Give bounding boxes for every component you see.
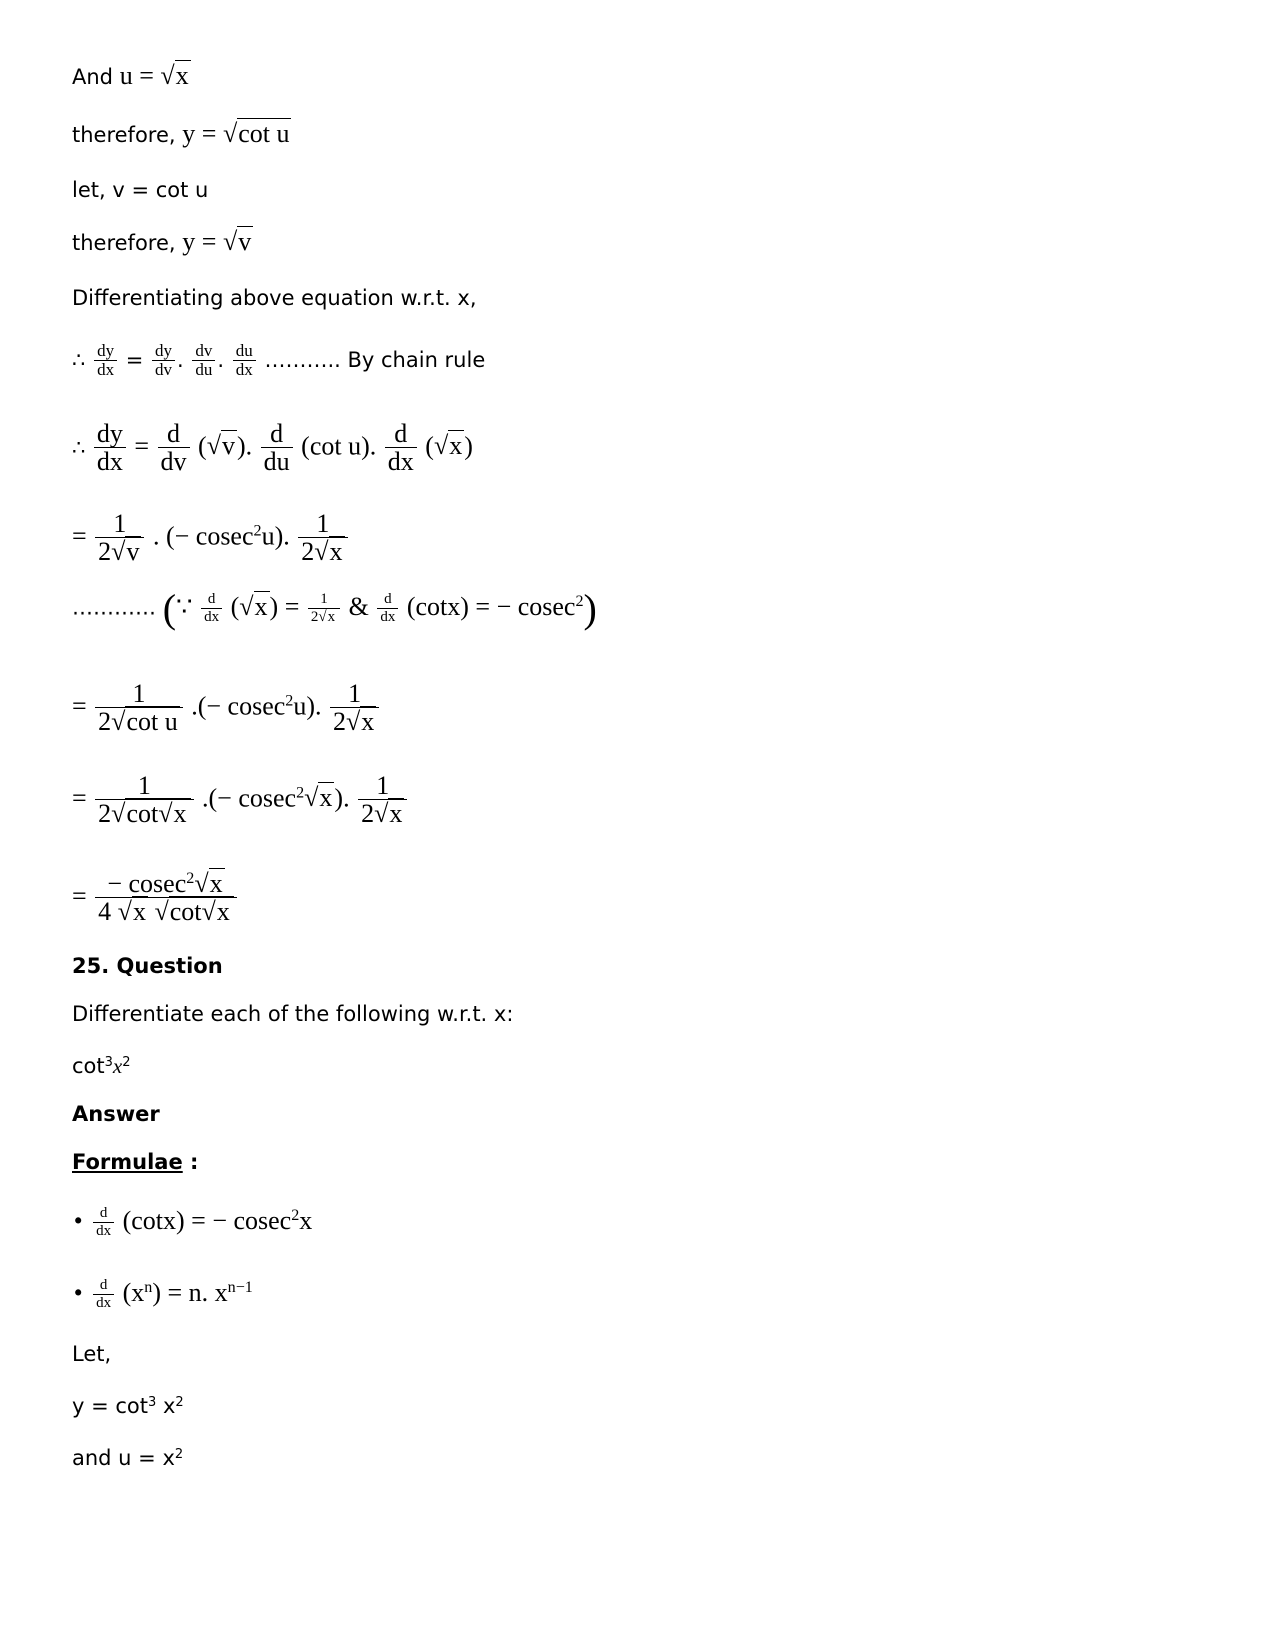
- radicand: v: [126, 537, 140, 567]
- equals: =: [201, 119, 217, 148]
- line-step1: [72, 420, 473, 477]
- coef: 2: [361, 799, 375, 829]
- line-differentiating: [72, 284, 477, 312]
- exponent: 2: [575, 592, 584, 610]
- denominator: dv: [152, 360, 175, 380]
- denominator: dx: [93, 1294, 114, 1312]
- radicand: [169, 896, 234, 926]
- formula-body: (cotx) = − cosec: [122, 1205, 292, 1235]
- radicand: cot u: [238, 119, 290, 148]
- coef: 2: [310, 608, 319, 625]
- numerator: 1: [137, 771, 151, 800]
- coef: 2: [301, 537, 315, 567]
- exponent: 2: [253, 522, 262, 540]
- denominator: [95, 897, 237, 927]
- ampersand: &: [348, 591, 369, 621]
- fraction-d-dx: [377, 592, 398, 625]
- sqrt-x: √x: [374, 799, 403, 829]
- numerator: 1: [316, 509, 330, 538]
- exponent: 2: [122, 1054, 131, 1070]
- exponent: 2: [175, 1394, 184, 1410]
- radicand: x: [329, 537, 343, 567]
- coef: 2: [333, 707, 347, 737]
- line-therefore-y-sqrt-v: [72, 228, 253, 257]
- sqrt-v: √v: [206, 431, 235, 461]
- sqrt-x: √x: [117, 897, 146, 927]
- exponent: 3: [148, 1394, 157, 1410]
- paren-close: ): [464, 431, 473, 461]
- denominator: dx: [201, 608, 222, 626]
- numerator: d: [270, 419, 284, 448]
- formula-end: x: [299, 1205, 313, 1235]
- fraction-1-over-2sqrtx: [298, 510, 347, 567]
- fraction-dv-du: [192, 342, 215, 380]
- equals: =: [72, 783, 87, 813]
- term-end: ).: [334, 783, 350, 813]
- numerator: d: [207, 591, 216, 607]
- exponent: 2: [296, 784, 305, 802]
- formula-2: [72, 1278, 253, 1311]
- equals: =: [139, 61, 154, 90]
- exponent: 2: [285, 692, 294, 710]
- line-therefore-y-sqrt-cot-u: [72, 120, 291, 149]
- var-u: u: [119, 61, 133, 90]
- coef: 4: [98, 897, 112, 927]
- sqrt-x: √x: [433, 431, 463, 461]
- sqrt-x: √x: [158, 799, 187, 829]
- radicand: x: [132, 897, 146, 927]
- exponent: n: [144, 1278, 153, 1296]
- answer-heading: [72, 1100, 160, 1128]
- let-text: Let,: [72, 1342, 112, 1366]
- numerator: du: [235, 341, 253, 360]
- denominator: du: [261, 447, 293, 477]
- fraction-du-dx: [233, 342, 256, 380]
- exponent: 2: [174, 1446, 184, 1462]
- numerator: d: [99, 1277, 108, 1293]
- radicand: x: [173, 799, 187, 829]
- radicand: x: [319, 783, 333, 813]
- equals: =: [201, 227, 217, 256]
- paren-open: (: [198, 431, 207, 461]
- paren-close: ): [269, 591, 279, 621]
- formula-body: (x: [122, 1277, 145, 1307]
- formula-1-math: [91, 1205, 313, 1239]
- numerator: dy: [155, 341, 173, 360]
- numerator: d: [384, 591, 392, 607]
- dots: ………..: [264, 347, 341, 372]
- numerator: 1: [132, 679, 146, 708]
- equals: =: [72, 881, 87, 911]
- text-let-v: let, v = cot u: [72, 178, 209, 202]
- fraction-d-dx: [93, 1278, 114, 1311]
- numerator: dv: [195, 341, 213, 360]
- equals: =: [125, 347, 144, 372]
- denominator: dx: [94, 447, 126, 477]
- numerator: d: [99, 1205, 108, 1221]
- cot: cot: [169, 897, 202, 927]
- paren-open: (: [230, 591, 240, 621]
- bullet: •: [72, 1209, 85, 1234]
- denominator: [95, 537, 144, 567]
- radicand: x: [449, 431, 463, 461]
- prompt-text: Differentiate each of the following w.r.t. x:: [72, 1002, 514, 1026]
- fraction-d-dx: [201, 592, 222, 625]
- term-end: u).: [293, 691, 322, 721]
- fraction-1-over-2sqrtcotsqrtx: [95, 772, 193, 829]
- radicand: x: [175, 61, 189, 90]
- radicand: v: [238, 227, 252, 256]
- radicand: [125, 798, 190, 828]
- denominator: dx: [385, 447, 417, 477]
- fraction-1-over-2sqrtx: [308, 592, 340, 625]
- chain-rule-note: By chain rule: [347, 347, 486, 372]
- denominator: dv: [158, 447, 190, 477]
- cot: cot: [126, 799, 159, 829]
- radicand: x: [254, 591, 268, 621]
- coef: 2: [98, 799, 112, 829]
- let-line: [72, 1340, 111, 1368]
- u-definition: [72, 1444, 183, 1472]
- var-y: y: [182, 227, 196, 256]
- term-cosec: .(− cosec: [191, 691, 286, 721]
- u-def-text: and u = x: [72, 1446, 175, 1470]
- text-differentiating: Differentiating above equation w.r.t. x,: [72, 286, 477, 310]
- numerator: 1: [348, 679, 362, 708]
- y-definition: [72, 1392, 184, 1420]
- sqrt-cot-u: √cot u: [222, 119, 290, 148]
- line-and-u: [72, 62, 191, 91]
- fraction-1-over-2sqrtv: [95, 510, 144, 567]
- line-chain-rule: ∴ $\frac{dy}{dx}$ = $\frac{dy}{dv}$ . $\frac{dv}{du}$ . $\frac{du}{dx}$ ……….. By chain rule: [72, 341, 486, 379]
- equals: =: [284, 591, 300, 621]
- numerator: 1: [113, 509, 127, 538]
- fraction-d-du: [261, 420, 293, 477]
- radicand: cot u: [126, 707, 178, 737]
- term-cotx: (cotx) = − cosec: [406, 591, 576, 621]
- fraction-dy-dx: [94, 342, 117, 380]
- denominator: dx: [93, 1222, 114, 1240]
- radicand: x: [389, 799, 403, 829]
- denominator: dx: [94, 360, 117, 380]
- formula-mid: ) = n. x: [152, 1277, 228, 1307]
- term-cot-u: (cot u).: [301, 431, 377, 461]
- sqrt-cot-sqrtx: √cot√x: [111, 800, 190, 829]
- therefore-symbol: ∴: [72, 435, 86, 460]
- numerator: dy: [96, 419, 123, 448]
- fraction-dy-dx: [94, 420, 126, 477]
- denominator: [330, 707, 379, 737]
- equals: =: [134, 431, 150, 461]
- expr-var: x: [112, 1054, 123, 1078]
- fraction-d-dx: [385, 420, 417, 477]
- fraction-1-over-2sqrtx: [330, 680, 379, 737]
- var-y: y: [182, 119, 196, 148]
- term-cosec: .(− cosec: [202, 783, 297, 813]
- formulae-heading: [72, 1148, 198, 1176]
- formulae-colon: :: [182, 1150, 199, 1174]
- sqrt-x: √x: [346, 707, 375, 737]
- line-step3: [72, 680, 381, 737]
- line-step5: [72, 870, 239, 927]
- sqrt-x: √x: [239, 591, 268, 621]
- note-math: [162, 585, 597, 631]
- question-expression: [72, 1052, 131, 1080]
- paren-close: ).: [237, 431, 253, 461]
- expr-cot: cot: [72, 1054, 105, 1078]
- formula-2-math: [91, 1277, 253, 1311]
- denominator: [298, 537, 347, 567]
- radicand: x: [216, 897, 230, 927]
- y-def-var: x: [156, 1394, 176, 1418]
- question-heading: [72, 952, 223, 980]
- exponent: 2: [291, 1206, 300, 1224]
- math-u: [120, 61, 191, 90]
- numerator: dy: [97, 341, 115, 360]
- y-def-text: y = cot: [72, 1394, 149, 1418]
- fraction-1-over-2sqrtx: [358, 772, 407, 829]
- coef: 2: [98, 537, 112, 567]
- term-cosec: − cosec: [107, 869, 187, 898]
- radicand: x: [361, 707, 375, 737]
- question-title: 25. Question: [72, 954, 223, 978]
- term-cosec: . (− cosec: [152, 521, 254, 551]
- denominator: du: [192, 360, 215, 380]
- sqrt-cot-sqrtx: √cot√x: [154, 898, 233, 927]
- denominator: dx: [233, 360, 256, 380]
- exponent: 2: [186, 870, 195, 888]
- numerator: d: [167, 419, 181, 448]
- term-end: u).: [261, 521, 290, 551]
- math-y: [182, 119, 291, 148]
- formula-1: [72, 1206, 312, 1239]
- equals: =: [72, 691, 87, 721]
- fraction-d-dx: [93, 1206, 114, 1239]
- denominator: [95, 707, 183, 737]
- paren-open: (: [162, 585, 177, 631]
- denominator: [95, 799, 193, 829]
- denominator: [358, 799, 407, 829]
- math-y: [182, 227, 253, 256]
- fraction-d-dv: [158, 420, 190, 477]
- denominator: [308, 608, 340, 626]
- therefore-symbol: ∴: [72, 347, 86, 372]
- sqrt-cot-u: √cot u: [111, 707, 178, 737]
- line-note: [72, 585, 597, 631]
- dots: …………: [72, 595, 156, 620]
- exponent: n−1: [227, 1278, 253, 1296]
- line-step4: [72, 772, 409, 829]
- numerator: [104, 870, 227, 897]
- sqrt-x: √x: [314, 537, 343, 567]
- radicand: x: [209, 869, 223, 898]
- paren-close: ): [583, 585, 597, 631]
- text-and: And: [72, 65, 114, 89]
- fraction-final-result: [95, 870, 237, 927]
- text-therefore: therefore,: [72, 123, 176, 147]
- line-step2: [72, 510, 350, 567]
- sqrt-x: √x: [194, 869, 223, 898]
- equals: =: [72, 521, 87, 551]
- exponent: 3: [104, 1054, 113, 1070]
- because-symbol: ∵: [176, 591, 193, 621]
- fraction-1-over-2sqrtcotu: [95, 680, 183, 737]
- formulae-label: Formulae: [72, 1150, 183, 1174]
- answer-title: Answer: [72, 1102, 160, 1126]
- denominator: dx: [377, 608, 398, 626]
- sqrt-v: √v: [222, 227, 252, 256]
- radicand: v: [222, 431, 235, 461]
- numerator: d: [394, 419, 408, 448]
- text-therefore: therefore,: [72, 231, 176, 255]
- coef: 2: [98, 707, 112, 737]
- sqrt-x: √x: [201, 897, 230, 927]
- fraction-dy-dv: [152, 342, 175, 380]
- paren-open: (: [425, 431, 434, 461]
- sqrt-v: √v: [111, 537, 140, 567]
- numerator: 1: [320, 591, 328, 607]
- question-prompt: [72, 1000, 513, 1028]
- numerator: 1: [376, 771, 390, 800]
- line-let-v: [72, 176, 208, 204]
- sqrt-x: √x: [304, 783, 333, 813]
- sqrt-x: √x: [318, 608, 336, 625]
- sqrt-x: √x: [160, 61, 189, 90]
- radicand: x: [327, 608, 336, 625]
- bullet: •: [72, 1281, 85, 1306]
